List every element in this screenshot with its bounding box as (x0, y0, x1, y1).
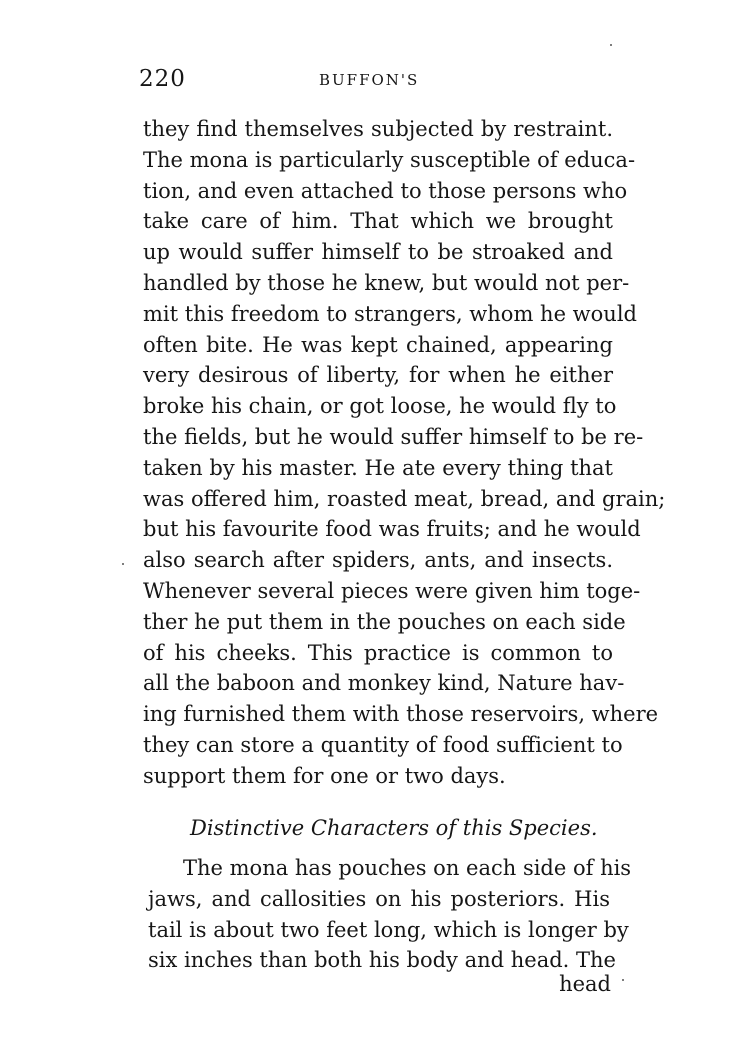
text-line: support them for one or two days. (143, 763, 506, 788)
text-line: of his cheeks. This practice is common to (143, 640, 613, 665)
text-line: mit this freedom to strangers, whom he would (143, 301, 637, 326)
text-line: six inches than both his body and head. The (148, 948, 616, 973)
page-number: 220 (139, 66, 186, 92)
text-line: handled by those he knew, but would not per- (143, 270, 630, 295)
text-line: up would suffer himself to be stroaked and (143, 240, 613, 265)
catchword: head (559, 972, 611, 996)
text-line: The mona is particularly susceptible of educa- (143, 147, 636, 172)
text-line: was offered him, roasted meat, bread, and grain; (143, 486, 666, 511)
text-line: often bite. He was kept chained, appearing (143, 332, 613, 357)
text-line: tion, and even attached to those persons who (143, 178, 628, 203)
text-line: tail is about two feet long, which is longer by (148, 917, 629, 942)
text-line: they can store a quantity of food sufficient to (143, 732, 623, 757)
paper-speck (610, 44, 612, 46)
text-line: ing furnished them with those reservoirs, where (143, 702, 659, 727)
paper-speck (122, 563, 124, 565)
text-line: The mona has pouches on each side of his (183, 856, 632, 880)
page-header (139, 66, 609, 96)
body-text (143, 114, 666, 792)
text-line: very desirous of liberty, for when he either (143, 363, 613, 388)
running-head: BUFFON'S (319, 71, 420, 89)
paper-speck (622, 979, 624, 981)
text-line: also search after spiders, ants, and insects. (143, 548, 613, 573)
text-line: all the baboon and monkey kind, Nature hav- (143, 671, 625, 696)
text-line: take care of him. That which we brought (143, 209, 613, 234)
text-line: taken by his master. He ate every thing that (143, 455, 613, 480)
text-line: they find themselves subjected by restraint. (143, 117, 613, 141)
text-line: broke his chain, or got loose, he would fly to (143, 394, 617, 419)
text-line: ther he put them in the pouches on each side (143, 609, 626, 634)
text-line: the fields, but he would suffer himself to be re- (143, 424, 644, 449)
text-line: but his favourite food was fruits; and he would (143, 517, 641, 542)
section-heading: Distinctive Characters of this Species. (190, 816, 598, 840)
section-text (148, 853, 632, 976)
text-line: Whenever several pieces were given him toge- (143, 578, 641, 603)
text-line: jaws, and callosities on his posteriors. His (148, 886, 610, 911)
